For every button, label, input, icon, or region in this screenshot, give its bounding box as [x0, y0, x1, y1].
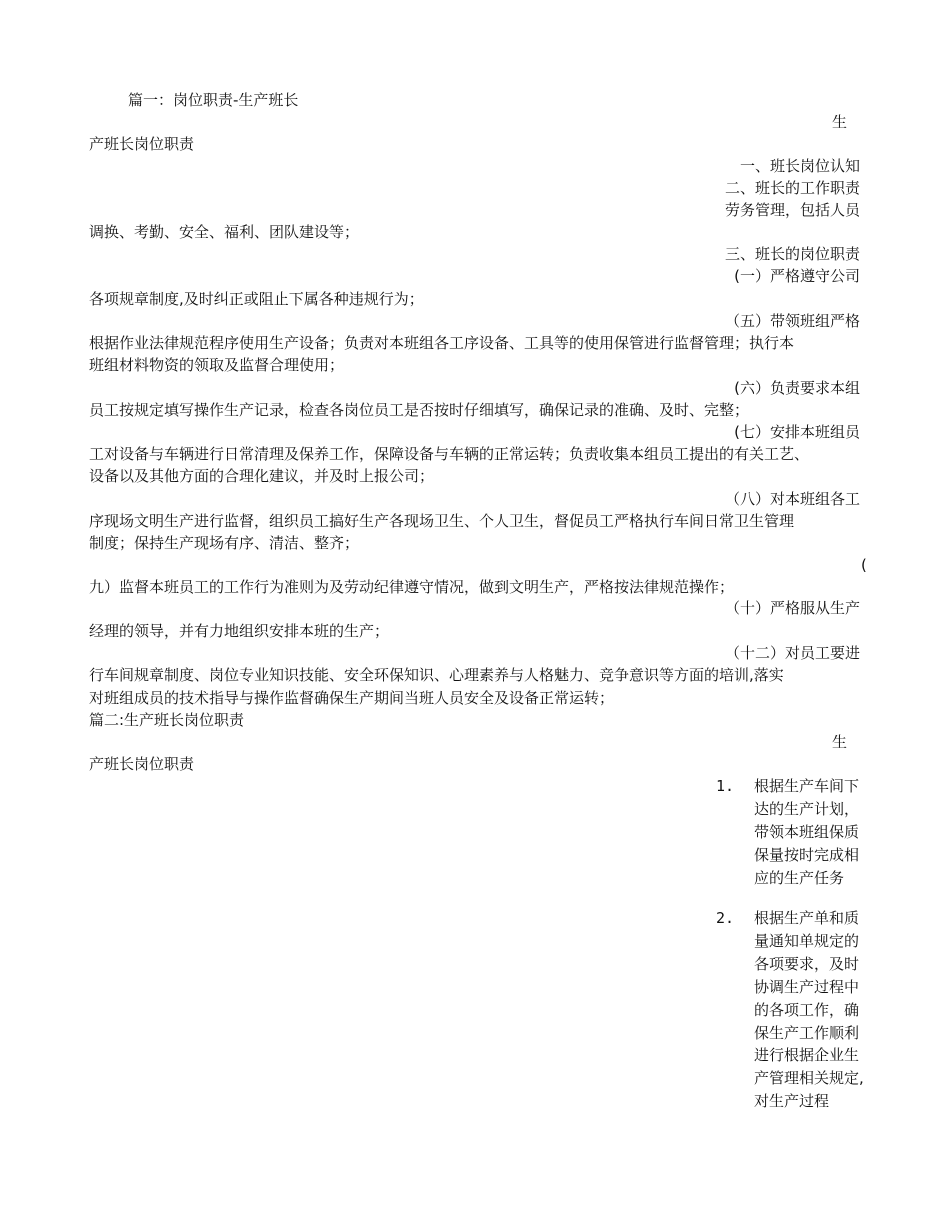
item-5-b: 根据作业法律规范程序使用生产设备；负责对本班组各工序设备、工具等的使用保管进行监督管理；执行本: [89, 334, 795, 352]
item-1-a: (一）严格遵守公司: [734, 267, 860, 285]
item-5-c: 班组材料物资的领取及监督合理使用；: [89, 356, 345, 374]
item-7-a: (七）安排本班组员: [734, 423, 860, 441]
item-12-a: （十二）对员工要进: [724, 644, 860, 662]
item-8-c: 制度；保持生产现场有序、清洁、整齐；: [89, 534, 360, 552]
list-item-2-number: 2.: [716, 909, 735, 927]
item-8-a: （八）对本班组各工: [724, 490, 860, 508]
subsection-3: 三、班长的岗位职责: [724, 245, 860, 263]
list-item-1-number: 1.: [716, 777, 735, 795]
item-8-b: 序现场文明生产进行监督，组织员工搞好生产各现场卫生、个人卫生，督促员工严格执行车间日常卫生管理: [89, 512, 795, 530]
item-6-a: (六）负责要求本组: [734, 379, 860, 397]
item-9-b: 九）监督本班员工的工作行为准则为及劳动纪律遵守情况，做到文明生产，严格按法律规范操作；: [89, 578, 735, 596]
item-10-a: （十）严格服从生产: [724, 599, 860, 617]
item-7-c: 设备以及其他方面的合理化建议，并及时上报公司；: [89, 467, 435, 485]
list-item-1-text: 根据生产车间下达的生产计划，带领本班组保质保量按时完成相应的生产任务: [754, 777, 860, 887]
subsection-2: 二、班长的工作职责: [724, 179, 860, 197]
section-2-title: 篇二:生产班长岗位职责: [89, 711, 245, 729]
section-1-heading: 产班长岗位职责: [89, 135, 195, 153]
section-1-fragment: 生: [832, 113, 848, 131]
item-6-b: 员工按规定填写操作生产记录，检查各岗位员工是否按时仔细填写，确保记录的准确、及时、完整；: [89, 401, 750, 419]
item-1-b: 各项规章制度,及时纠正或阻止下属各种违规行为；: [89, 290, 424, 308]
section-2-heading: 产班长岗位职责: [89, 755, 195, 773]
item-7-b: 工对设备与车辆进行日常清理及保养工作，保障设备与车辆的正常运转；负责收集本组员工提出的有关工艺、: [89, 445, 810, 463]
list-item-2-text: 根据生产单和质量通知单规定的各项要求，及时协调生产过程中的各项工作，确保生产工作顺利进行根据企业生产管理相关规定,对生产过程: [754, 909, 864, 1111]
item-5-a: （五）带领班组严格: [724, 312, 860, 330]
subsection-2-text-a: 劳务管理，包括人员: [724, 201, 860, 219]
section-2-fragment: 生: [832, 733, 848, 751]
section-1-title: 篇一：岗位职责-生产班长: [128, 91, 299, 109]
item-12-b: 行车间规章制度、岗位专业知识技能、安全环保知识、心理素养与人格魅力、竞争意识等方面的培训,落实: [89, 666, 784, 684]
item-12-c: 对班组成员的技术指导与操作监督确保生产期间当班人员安全及设备正常运转；: [89, 689, 615, 707]
subsection-1: 一、班长岗位认知: [739, 157, 860, 175]
item-9-a: (: [861, 556, 867, 574]
item-10-b: 经理的领导，并有力地组织安排本班的生产；: [89, 622, 390, 640]
subsection-2-text-b: 调换、考勤、安全、福利、团队建设等；: [89, 223, 360, 241]
